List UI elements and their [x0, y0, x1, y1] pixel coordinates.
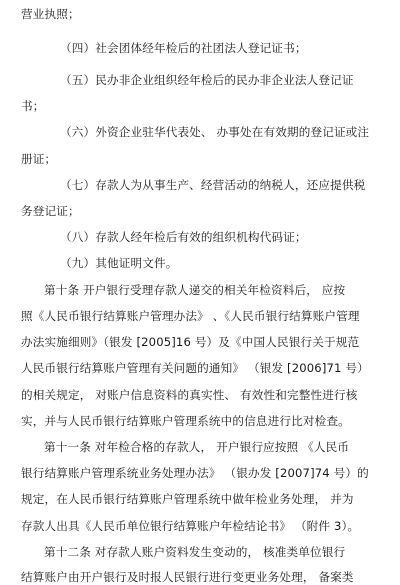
text-line: （八）存款人经年检后有效的组织机构代码证； [60, 230, 307, 244]
text-line: 结算账户由开户银行及时报人民银行进行变更业务处理， 备案类 [21, 570, 354, 584]
text-line: 册证； [21, 152, 57, 166]
text-line: 第十一条 对年检合格的存款人， 开户银行应按照 《人民币 [44, 440, 350, 454]
text-line: 第十条 开户银行受理存款人递交的相关年检资料后， 应按 [44, 283, 346, 297]
text-line: 第十二条 对存款人账户资料发生变动的， 核准类单位银行 [44, 545, 346, 559]
text-line: （七）存款人为从事生产、经营活动的纳税人，还应提供税 [60, 178, 366, 192]
text-line: 银行结算账户管理系统业务处理办法》 （银办发 [2007]74 号）的 [21, 466, 369, 480]
text-line: 书； [21, 99, 45, 113]
text-line: 实，并与人民币银行结算账户管理系统中的信息进行比对检查。 [21, 414, 350, 428]
text-line: （九）其他证明文件。 [60, 256, 178, 270]
text-line: （五）民办非企业组织经年检后的民办非企业法人登记证 [60, 73, 354, 87]
text-line: （四）社会团体经年检后的社团法人登记证书； [60, 41, 307, 55]
text-line: 办法实施细则》（银发 [2005]16 号）及《中国人民银行关于规范 [21, 335, 360, 349]
text-line: 务登记证； [21, 204, 80, 218]
text-line: 存款人出具《人民币单位银行结算账户年检结论书》 （附件 3）。 [21, 519, 360, 533]
text-line: 人民币银行结算账户管理有关问题的通知》 （银发 [2006]71 号） [21, 361, 369, 375]
text-line: 营业执照； [21, 7, 80, 21]
text-line: 的相关规定， 对账户信息资料的真实性、 有效性和完整性进行核 [21, 388, 358, 402]
text-line: 照《人民币银行结算账户管理办法》 、《人民币银行结算账户管理 [21, 309, 360, 323]
text-line: 规定，在人民币银行结算账户管理系统中做年检业务处理， 并为 [21, 492, 354, 506]
text-line: （六）外资企业驻华代表处、 办事处在有效期的登记证或注 [60, 125, 370, 139]
